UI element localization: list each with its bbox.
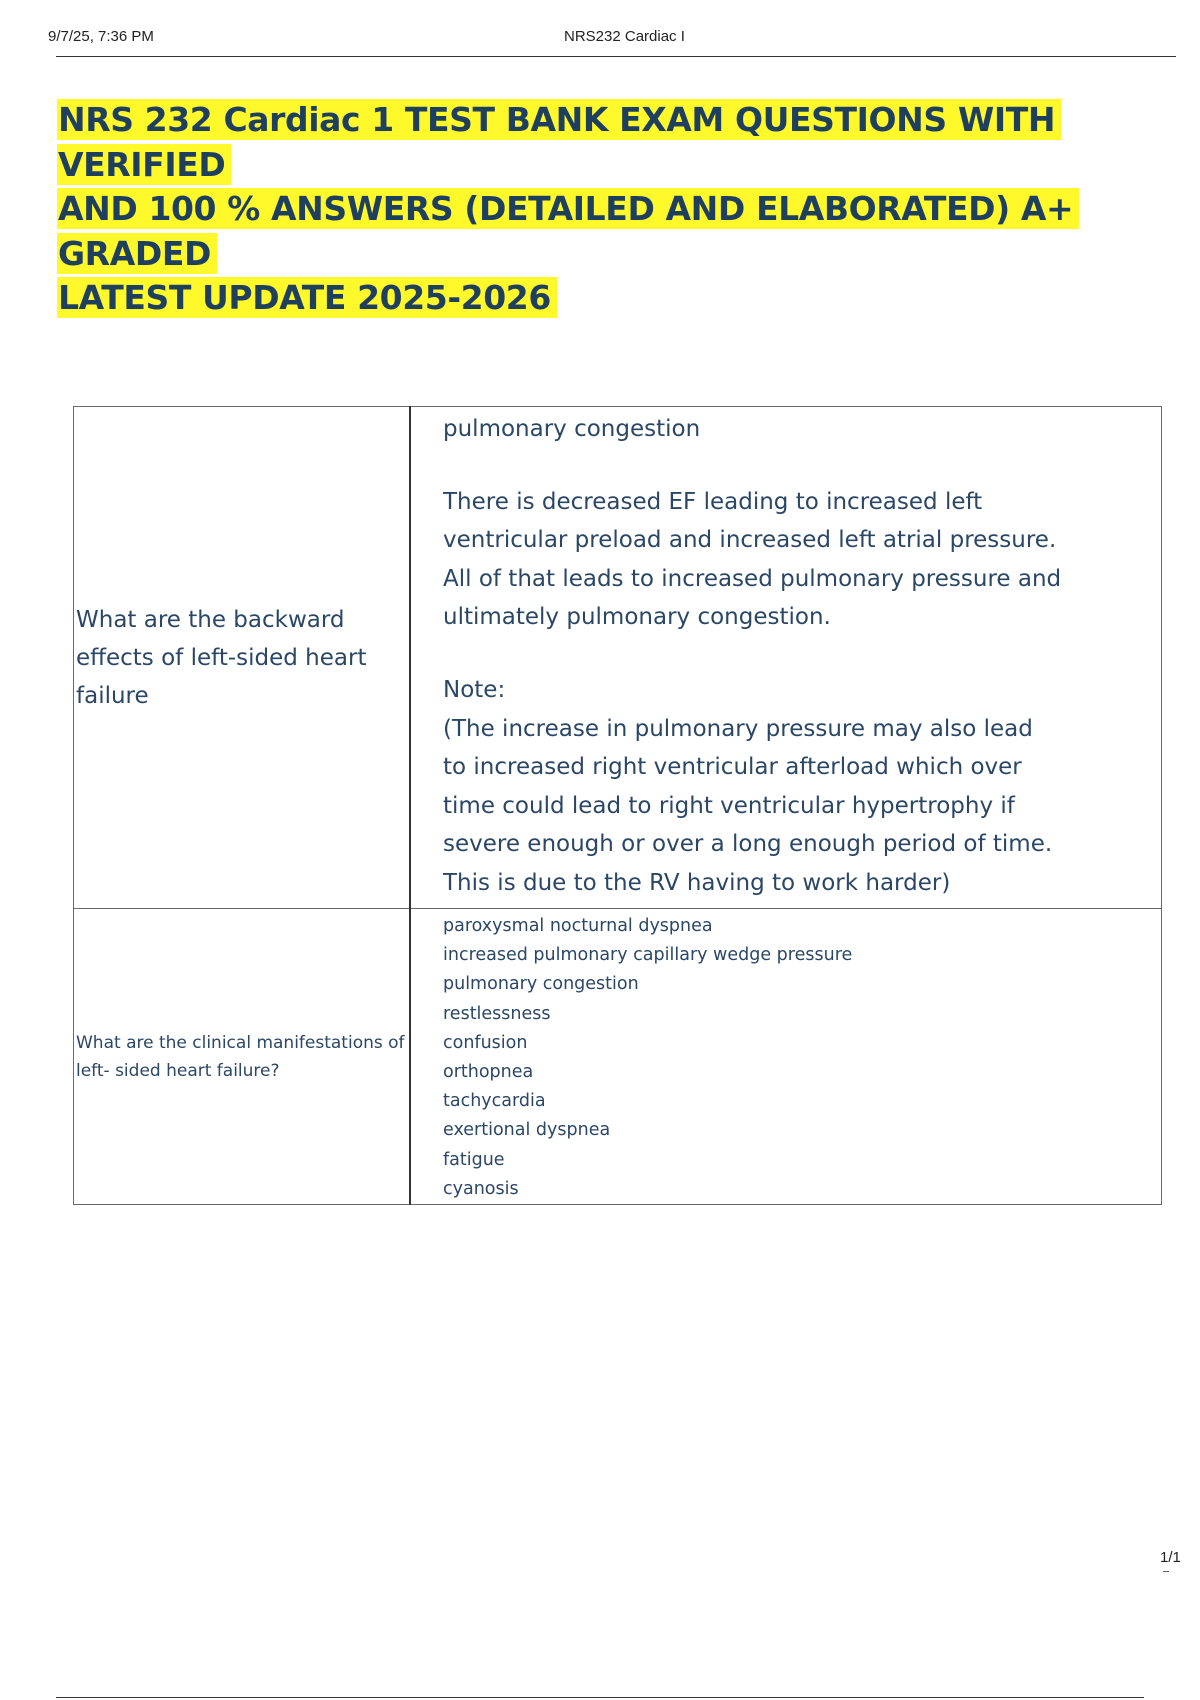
answer-cell xyxy=(410,407,1162,909)
answer-block xyxy=(443,407,1161,903)
question-text: What are the backward effects of left-sided heart failure xyxy=(76,606,367,709)
print-document-name: NRS232 Cardiac I xyxy=(564,28,685,45)
header-divider xyxy=(56,56,1176,57)
list-item: confusion xyxy=(443,1032,528,1053)
answer-heading: pulmonary congestion xyxy=(443,416,701,442)
document-title xyxy=(57,98,1137,321)
flashcard-table xyxy=(73,406,1162,1205)
list-item: pulmonary congestion xyxy=(443,974,639,995)
list-item: tachycardia xyxy=(443,1091,546,1112)
note-label: Note: xyxy=(443,676,506,703)
answer-explanation: There is decreased EF leading to increased left ventricular preload and increased left atrial pressure. All of that leads to increased pulmonary pressure and ultimately pulmonary congestion. xyxy=(443,488,1062,631)
answer-cell xyxy=(410,909,1162,1205)
list-item: paroxysmal nocturnal dyspnea xyxy=(443,916,713,936)
list-item: orthopnea xyxy=(443,1062,534,1083)
list-item: fatigue xyxy=(443,1149,505,1170)
note-text: (The increase in pulmonary pressure may also lead to increased right ventricular afterload which over time could lead to right ventricular hypertrophy if severe enough or over a long enough period of time. This is due to the RV having to work harder) xyxy=(443,715,1053,896)
print-datetime: 9/7/25, 7:36 PM xyxy=(48,28,154,45)
page-number-underline xyxy=(1163,1571,1169,1572)
list-item: restlessness xyxy=(443,1003,551,1024)
list-item: exertional dyspnea xyxy=(443,1120,611,1141)
print-header xyxy=(48,28,1178,48)
question-cell xyxy=(74,909,411,1205)
answer-list xyxy=(443,909,1161,1204)
table-row xyxy=(74,909,1162,1205)
page-number: 1/1 xyxy=(1160,1549,1181,1566)
list-item: cyanosis xyxy=(443,1178,519,1199)
title-line-1: NRS 232 Cardiac 1 TEST BANK EXAM QUESTIONS WITH VERIFIED xyxy=(57,99,1061,185)
question-cell xyxy=(74,407,411,909)
title-line-3: LATEST UPDATE 2025-2026 xyxy=(57,277,557,318)
list-item: increased pulmonary capillary wedge pressure xyxy=(443,945,853,966)
title-line-2: AND 100 % ANSWERS (DETAILED AND ELABORATED) A+ GRADED xyxy=(57,188,1079,274)
footer-divider xyxy=(56,1697,1144,1698)
table-row xyxy=(74,407,1162,909)
question-text: What are the clinical manifestations of left- sided heart failure? xyxy=(76,1032,405,1081)
